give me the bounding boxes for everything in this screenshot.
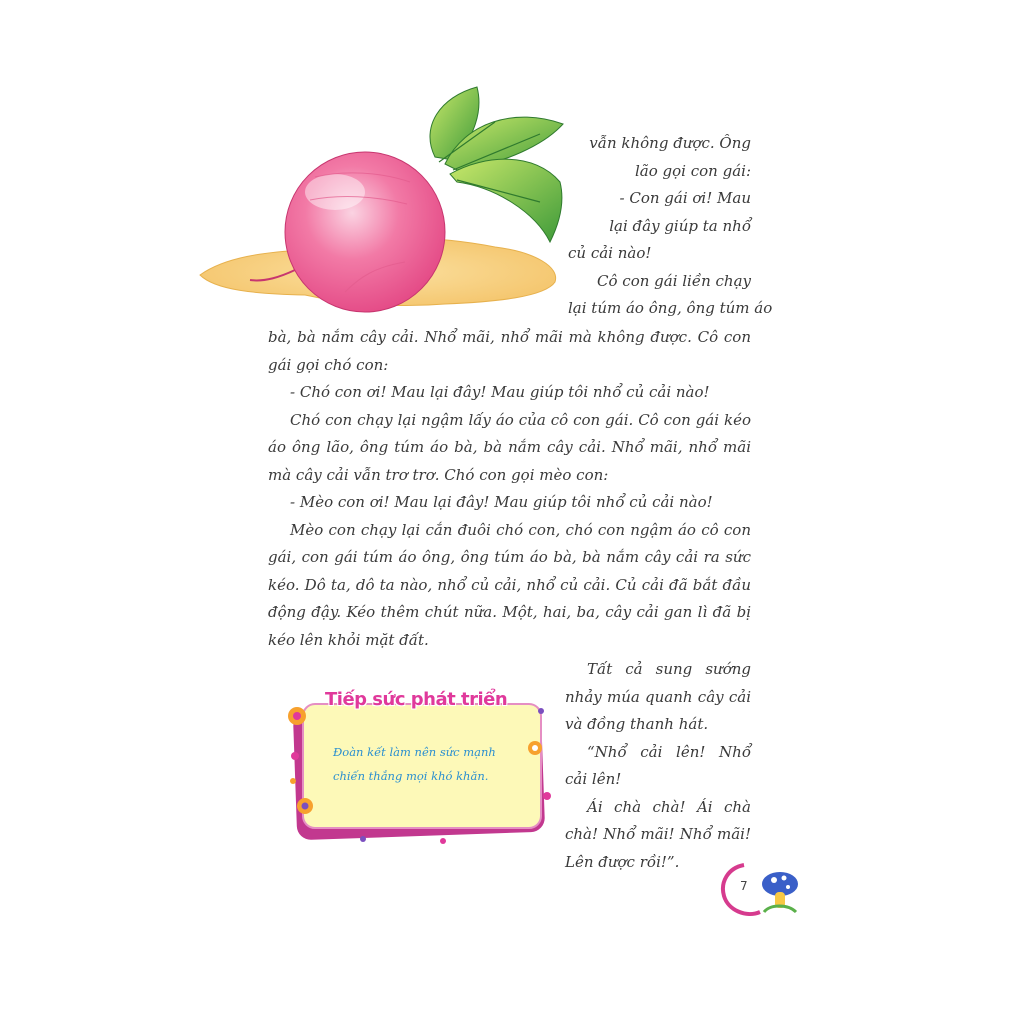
story-line: lão gọi con gái: — [635, 161, 751, 180]
mushroom-icon — [762, 872, 798, 912]
note-text: Đoàn kết làm nên sức mạnh chiến thắng mọi khó khăn. — [333, 745, 496, 783]
story-line: - Con gái ơi! Mau — [619, 189, 751, 207]
story-paragraph: bà, bà nắm cây cải. Nhổ mãi, nhổ mãi mà không được. Cô con gái gọi chó con: — [268, 328, 751, 374]
flower-icon — [288, 707, 306, 725]
story-line: lại đây giúp ta nhổ — [609, 216, 751, 235]
story-paragraph: Mèo con chạy lại cắn đuôi chó con, chó con ngậm áo cô con gái, con gái túm áo ông, ông túm áo bà, bà nắm cây cải ra sức kéo. Dô ta, dô ta nào, nhổ củ cải, nhổ củ cải. Củ cải đã bắt đầu động đậy. Kéo thêm chút nữa. Một, hai, ba, cây cải gan lì đã bị kéo lên khỏi mặt đất. — [268, 520, 751, 649]
story-line: vẫn không được. Ông — [589, 134, 751, 152]
story-paragraph: Ái chà chà! Ái chà chà! Nhổ mãi! Nhổ mãi! Lên được rồi!”. — [565, 797, 751, 871]
story-paragraph: “Nhổ cải lên! Nhổ cải lên! — [565, 742, 751, 788]
flower-icon — [528, 741, 542, 755]
story-right-column-bottom — [565, 656, 751, 876]
page-number: 7 — [740, 879, 748, 893]
story-paragraph: - Mèo con ơi! Mau lại đây! Mau giúp tôi nhổ củ cải nào! — [290, 493, 713, 511]
page-badge — [718, 860, 800, 920]
story-right-column-top — [568, 130, 773, 323]
story-main-body — [268, 324, 751, 654]
story-paragraph: Tất cả sung sướng nhảy múa quanh cây cải và đồng thanh hát. — [565, 660, 751, 733]
story-line: củ cải nào! — [568, 244, 652, 262]
story-paragraph: - Chó con ơi! Mau lại đây! Mau giúp tôi nhổ củ cải nào! — [290, 383, 710, 401]
story-line: Cô con gái liền chạy — [597, 271, 751, 290]
story-line: lại túm áo ông, ông túm áo — [568, 299, 773, 317]
note-title: Tiếp sức phát triển — [325, 689, 508, 710]
story-paragraph: Chó con chạy lại ngậm lấy áo của cô con gái. Cô con gái kéo áo ông lão, ông túm áo bà, bà nắm cây cải. Nhổ mãi, nhổ mãi mà cây cải vẫn trơ trơ. Chó con gọi mèo con: — [268, 410, 751, 484]
flower-icon — [297, 798, 313, 814]
radish-illustration — [195, 82, 570, 322]
